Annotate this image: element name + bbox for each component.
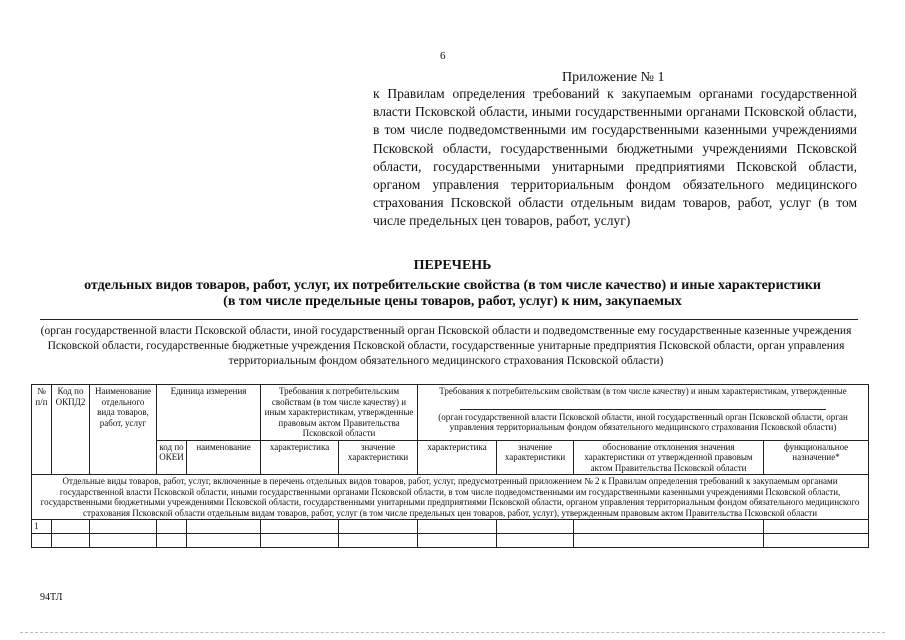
list-subtitle-line1: отдельных видов товаров, работ, услуг, их потребительские свойства (в том числе качество) и иные характеристики [84,278,821,293]
footer-code: 94ТЛ [40,592,63,603]
fill-in-line [40,319,858,320]
page-number: 6 [440,50,446,62]
list-subtitle-line2: (в том числе предельные цены товаров, работ, услуг) к ним, закупаемых [223,294,682,309]
table-cell [90,534,157,548]
header-approved-requirements-text: Требования к потребительским свойствам (в том числе качеству) и иным характеристикам, утвержденные [439,386,847,396]
list-title: ПЕРЕЧЕНЬ [413,258,492,273]
table-cell [261,520,339,534]
appendix-text: к Правилам определения требований к закупаемым органами государственной власти Псковской области, иными государственными органами Псковской области, в том числе подведомственными им государственными казенными учреждениями Псковской области, государственными бюджетными учреждениями Псковской области, государственными унитарными предприятиями Псковской области, органом управления территориальным фондом обязательного медицинского страхования Псковской области отдельным видам товаров, работ, услуг (в том числе предельных цен товаров, работ, услуг) [373,86,857,229]
table-cell [261,534,339,548]
table-subheader-row [32,440,869,475]
table-cell [764,534,869,548]
header-approved-requirements [418,385,869,441]
table-row [32,520,869,534]
table-cell [187,534,261,548]
table-cell [157,534,187,548]
table-cell [574,520,764,534]
subheader-okei-code: код по ОКЕИ [157,440,187,475]
header-approved-org-note: (орган государственной власти Псковской области, иной государственный орган Псковской области, орган управления территориальным фондом обязательного медицинского страхования Псковской области) [438,411,848,432]
header-okpd: Код по ОКПД2 [52,385,90,475]
header-fill-in-line [460,409,826,410]
table-cell [32,534,52,548]
org-note: (орган государственной власти Псковской области, иной государственный орган Псковской области и подведомственные ему государственные казенные учреждения Псковской области, государственные бюджетные учреждения Псковской области, государственные унитарные предприятия Псковской области, орган управления территориальным фондом обязательного медицинского страхования Псковской области) [40,325,852,367]
subheader-purpose: функциональное назначение* [764,440,869,475]
table-cell [90,520,157,534]
header-unit: Единица измерения [157,385,261,441]
subheader-unit-name: наименование [187,440,261,475]
table-cell [339,520,418,534]
header-number: № п/п [32,385,52,475]
header-gov-requirements: Требования к потребительским свойствам (в том числе качеству) и иным характеристикам, утвержденные правовым актом Правительства Псковской области [261,385,418,441]
subheader-characteristic-2: характеристика [418,440,497,475]
row-number: 1 [32,520,52,534]
bottom-edge-line [20,632,885,633]
table-cell [52,534,90,548]
table-cell [497,520,574,534]
section-text: Отдельные виды товаров, работ, услуг, включенные в перечень отдельных видов товаров, работ, услуг, предусмотренный приложением № 2 к Правилам определения требований к закупаемым органами государственной власти Псковской области, иными государственными органами Псковской области, в том числе подведомственными им государственными казенными учреждениями Псковской области, государственными бюджетными учреждениями Псковской области, государственными унитарными предприятиями Псковской области, органом управления территориальным фондом обязательного медицинского страхования Псковской области отдельным видам товаров, работ, услуг (в том числе предельных цен товаров, работ, услуг), утвержденным правовым актом Правительства Псковской области [32,475,869,520]
table-cell [574,534,764,548]
table-cell [497,534,574,548]
header-item-name: Наименование отдельного вида товаров, работ, услуг [90,385,157,475]
subheader-value-2: значение характеристики [497,440,574,475]
table-section-row [32,475,869,520]
table-cell [418,520,497,534]
table-cell [418,534,497,548]
subheader-justification: обоснование отклонения значения характеристики от утвержденной правовым актом Правительства Псковской области [574,440,764,475]
table-cell [764,520,869,534]
table-header-row [32,385,869,441]
table-row [32,534,869,548]
appendix-title: Приложение № 1 [562,70,665,85]
requirements-table [31,384,869,548]
subheader-characteristic-1: характеристика [261,440,339,475]
table-cell [52,520,90,534]
subheader-value-1: значение характеристики [339,440,418,475]
table-cell [157,520,187,534]
table-cell [187,520,261,534]
table-cell [339,534,418,548]
